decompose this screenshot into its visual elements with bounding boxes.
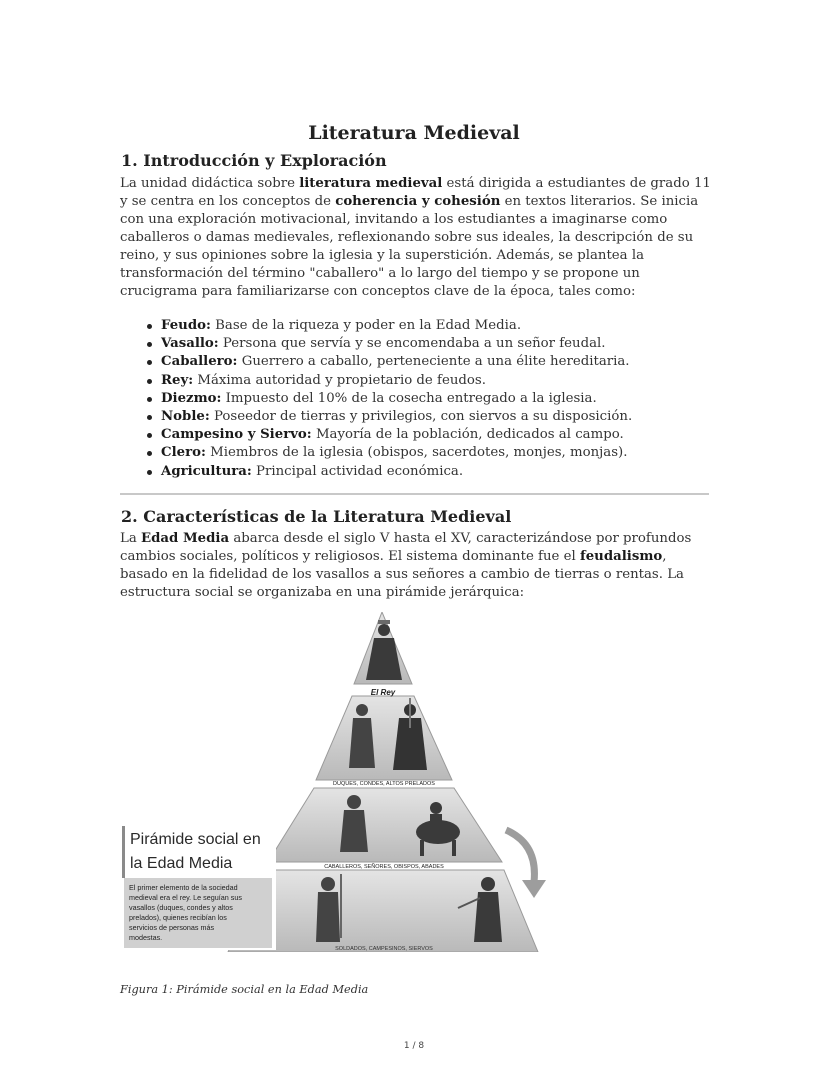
list-item bbox=[161, 426, 761, 444]
term-definition: Persona que servía y se encomendaba a un señor feudal. bbox=[218, 336, 606, 352]
intro-text: está dirigida a estudiantes de grado 11 y se centra en los conceptos de bbox=[120, 176, 711, 209]
panel-text-line: prelados), quienes recibían los bbox=[129, 913, 227, 922]
tier-label-king: El Rey bbox=[370, 688, 396, 697]
term-definition: Guerrero a caballo, perteneciente a una élite hereditaria. bbox=[237, 354, 630, 370]
term-definition: Impuesto del 10% de la cosecha entregado a la iglesia. bbox=[221, 390, 597, 406]
term-label: Noble: bbox=[161, 409, 210, 425]
list-item bbox=[161, 372, 761, 390]
term-label: Rey: bbox=[161, 372, 194, 388]
list-item bbox=[161, 353, 761, 371]
term-label: Feudo: bbox=[161, 318, 211, 333]
social-pyramid-figure bbox=[118, 612, 548, 952]
term-definition: Mayoría de la población, dedicados al campo. bbox=[311, 427, 624, 443]
panel-title-line1: Pirámide social en bbox=[130, 831, 261, 848]
term-label: Campesino y Siervo: bbox=[161, 427, 312, 443]
term-label: Diezmo: bbox=[161, 390, 222, 406]
panel-text-line: El primer elemento de la sociedad bbox=[129, 883, 238, 892]
intro-bold-text: literatura medieval bbox=[299, 176, 443, 191]
term-definition: Miembros de la iglesia (obispos, sacerdotes, monjes, monjas). bbox=[205, 445, 628, 461]
pyramid-tier-knights bbox=[268, 788, 502, 862]
list-item bbox=[161, 335, 761, 353]
list-item bbox=[161, 463, 761, 481]
tier-label-knights: CABALLEROS, SEÑORES, OBISPOS, ABADES bbox=[324, 864, 444, 870]
section-1-heading: 1. Introducción y Exploración bbox=[121, 151, 387, 170]
pyramid-tier-nobles bbox=[316, 696, 452, 780]
intro-text: La unidad didáctica sobre bbox=[120, 176, 300, 191]
panel-text-line: vasallos (duques, condes y altos bbox=[129, 903, 233, 912]
section-2-paragraph bbox=[120, 530, 714, 602]
tier-label-nobles: DUQUES, CONDES, ALTOS PRELADOS bbox=[333, 781, 435, 787]
figure-caption: Figura 1: Pirámide social en la Edad Media bbox=[120, 983, 369, 996]
cycle-arrow-head bbox=[522, 880, 546, 898]
list-item bbox=[161, 444, 761, 462]
paragraph-bold-text: Edad Media bbox=[140, 531, 230, 546]
page-number: 1 / 8 bbox=[403, 1041, 425, 1051]
paragraph-text: La bbox=[120, 531, 141, 546]
term-definition: Poseedor de tierras y privilegios, con siervos a su disposición. bbox=[209, 409, 633, 425]
panel-text-line: modestas. bbox=[129, 933, 163, 942]
intro-text: en textos literarios. Se inicia con una exploración motivacional, invitando a los estudiantes a imaginarse como caballeros o damas medievales, reflexionando sobre sus ideales, la descripción de su reino, y sus opiniones sobre la iglesia y la superstición. Además, se plantea la transformación del término "caballero" a lo largo del tiempo y se propone un crucigrama para familiarizarse con conceptos clave de la época, tales como: bbox=[120, 194, 699, 299]
panel-text-line: servicios de personas más bbox=[129, 923, 215, 932]
list-item bbox=[161, 408, 761, 426]
terms-list bbox=[120, 317, 761, 481]
paragraph-bold-text: feudalismo bbox=[580, 549, 663, 564]
tier-label-peasants: SOLDADOS, CAMPESINOS, SIERVOS bbox=[335, 946, 433, 952]
term-label: Clero: bbox=[161, 445, 206, 461]
info-panel-accent bbox=[122, 826, 125, 878]
cycle-arrow bbox=[506, 830, 534, 882]
list-item bbox=[161, 390, 761, 408]
panel-title-line2: la Edad Media bbox=[130, 855, 233, 872]
intro-bold-text: coherencia y cohesión bbox=[335, 194, 501, 209]
term-label: Caballero: bbox=[161, 354, 238, 370]
term-label: Vasallo: bbox=[161, 336, 219, 352]
panel-text-line: medieval era el rey. Le seguían sus bbox=[129, 893, 242, 902]
term-label: Agricultura: bbox=[161, 463, 252, 479]
document-title: Literatura Medieval bbox=[308, 122, 520, 144]
term-definition: Principal actividad económica. bbox=[251, 463, 464, 479]
section-1-intro bbox=[120, 175, 714, 301]
paragraph-text: abarca desde el siglo V hasta el XV, caracterizándose por profundos cambios sociales, políticos y religiosos. El sistema dominante fue el bbox=[120, 531, 692, 564]
term-definition: Máxima autoridad y propietario de feudos. bbox=[193, 372, 486, 388]
term-definition: Base de la riqueza y poder en la Edad Media. bbox=[210, 318, 522, 333]
list-item bbox=[161, 317, 761, 335]
paragraph-text: , basado en la fidelidad de los vasallos a sus señores a cambio de tierras o rentas. La estructura social se organizaba en una pirámide jerárquica: bbox=[120, 549, 684, 600]
section-divider bbox=[120, 493, 709, 495]
section-2-heading: 2. Características de la Literatura Medieval bbox=[121, 507, 512, 526]
